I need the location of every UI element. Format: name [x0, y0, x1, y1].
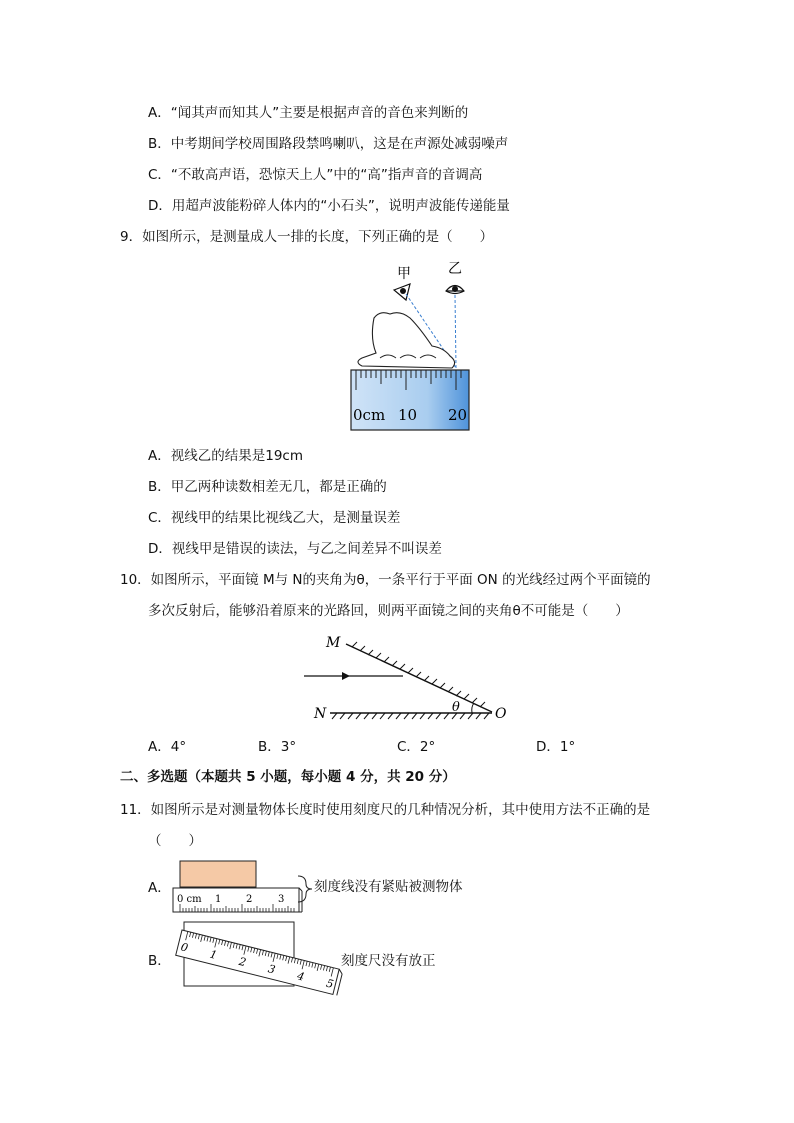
q10-label-m: M	[326, 635, 341, 651]
q10-option-d: D．1°	[536, 739, 576, 755]
q11-a-ruler-label-1: 1	[215, 894, 222, 905]
q10-label-n: N	[314, 706, 327, 722]
q9-label-jia: 甲	[397, 266, 411, 282]
q11-b-ruler-label-5: 5	[324, 976, 335, 992]
q9-label-yi: 乙	[448, 261, 462, 277]
section-2-heading: 二、多选题（本题共 5 小题，每小题 4 分，共 20 分）	[120, 769, 456, 785]
eye-jia-icon	[394, 284, 410, 300]
q8-option-a: A．“闻其声而知其人”主要是根据声音的音色来判断的	[148, 105, 469, 121]
q11-option-b-label: B．	[148, 953, 171, 969]
q8-option-d: D．用超声波能粉碎人体内的“小石头”，说明声波能传递能量	[148, 198, 510, 214]
q11-stem-line2: （ ）	[148, 833, 202, 849]
q9-stem: 9．如图所示，是测量成人一排的长度，下列正确的是（ ）	[120, 229, 494, 245]
q10-stem-line2: 多次反射后，能够沿着原来的光路回，则两平面镜之间的夹角θ不可能是（ ）	[148, 603, 629, 619]
q11-a-brace-icon	[296, 874, 316, 904]
q11-option-a-label: A．	[148, 880, 171, 896]
q11-b-ruler-label-3: 3	[266, 962, 277, 977]
q11-a-ruler-figure	[168, 858, 308, 916]
q9-ruler-label-20: 20	[448, 406, 468, 424]
q11-b-ruler-figure	[170, 918, 345, 996]
q9-option-a: A．视线乙的结果是19cm	[148, 448, 303, 464]
q8-option-b: B．中考期间学校周围路段禁鸣喇叭，这是在声源处减弱噪声	[148, 136, 509, 152]
q11-b-note: 刻度尺没有放正	[341, 953, 436, 969]
q11-a-ruler-label-0: 0 cm	[177, 894, 202, 905]
q9-option-d: D．视线甲是错误的读法，与乙之间差异不叫误差	[148, 541, 442, 557]
q11-b-ruler-label-0: 0	[179, 940, 190, 955]
q11-b-ruler-label-4: 4	[295, 969, 306, 984]
q9-option-b: B．甲乙两种读数相差无几，都是正确的	[148, 479, 387, 495]
q11-a-ruler-label-2: 2	[246, 894, 253, 905]
q9-ruler-label-0: 0cm	[353, 406, 386, 424]
q11-stem-line1: 11．如图所示是对测量物体长度时使用刻度尺的几种情况分析，其中使用方法不正确的是	[120, 802, 651, 818]
hand-icon	[358, 313, 455, 368]
q9-option-c: C．视线甲的结果比视线乙大，是测量误差	[148, 510, 401, 526]
q10-label-o: O	[495, 706, 507, 722]
q11-a-note: 刻度线没有紧贴被测物体	[314, 879, 463, 895]
eye-yi-icon	[446, 286, 464, 294]
q10-label-theta: θ	[452, 700, 460, 715]
q10-stem-line1: 10．如图所示，平面镜 M与 N的夹角为θ，一条平行于平面 ON 的光线经过两个平面镜的	[120, 572, 651, 588]
q11-b-ruler-label-2: 2	[237, 954, 248, 970]
q10-option-a: A．4°	[148, 739, 187, 755]
q9-ruler-figure	[340, 258, 480, 436]
q11-a-ruler-label-3: 3	[278, 894, 285, 905]
q11-b-ruler-label-1: 1	[208, 947, 219, 962]
q8-option-c: C．“不敢高声语，恐惊天上人”中的“高”指声音的音调高	[148, 167, 483, 183]
q10-option-b: B．3°	[258, 739, 297, 755]
q9-ruler-label-10: 10	[398, 406, 418, 424]
q10-option-c: C．2°	[397, 739, 436, 755]
q10-mirror-figure	[300, 630, 515, 725]
